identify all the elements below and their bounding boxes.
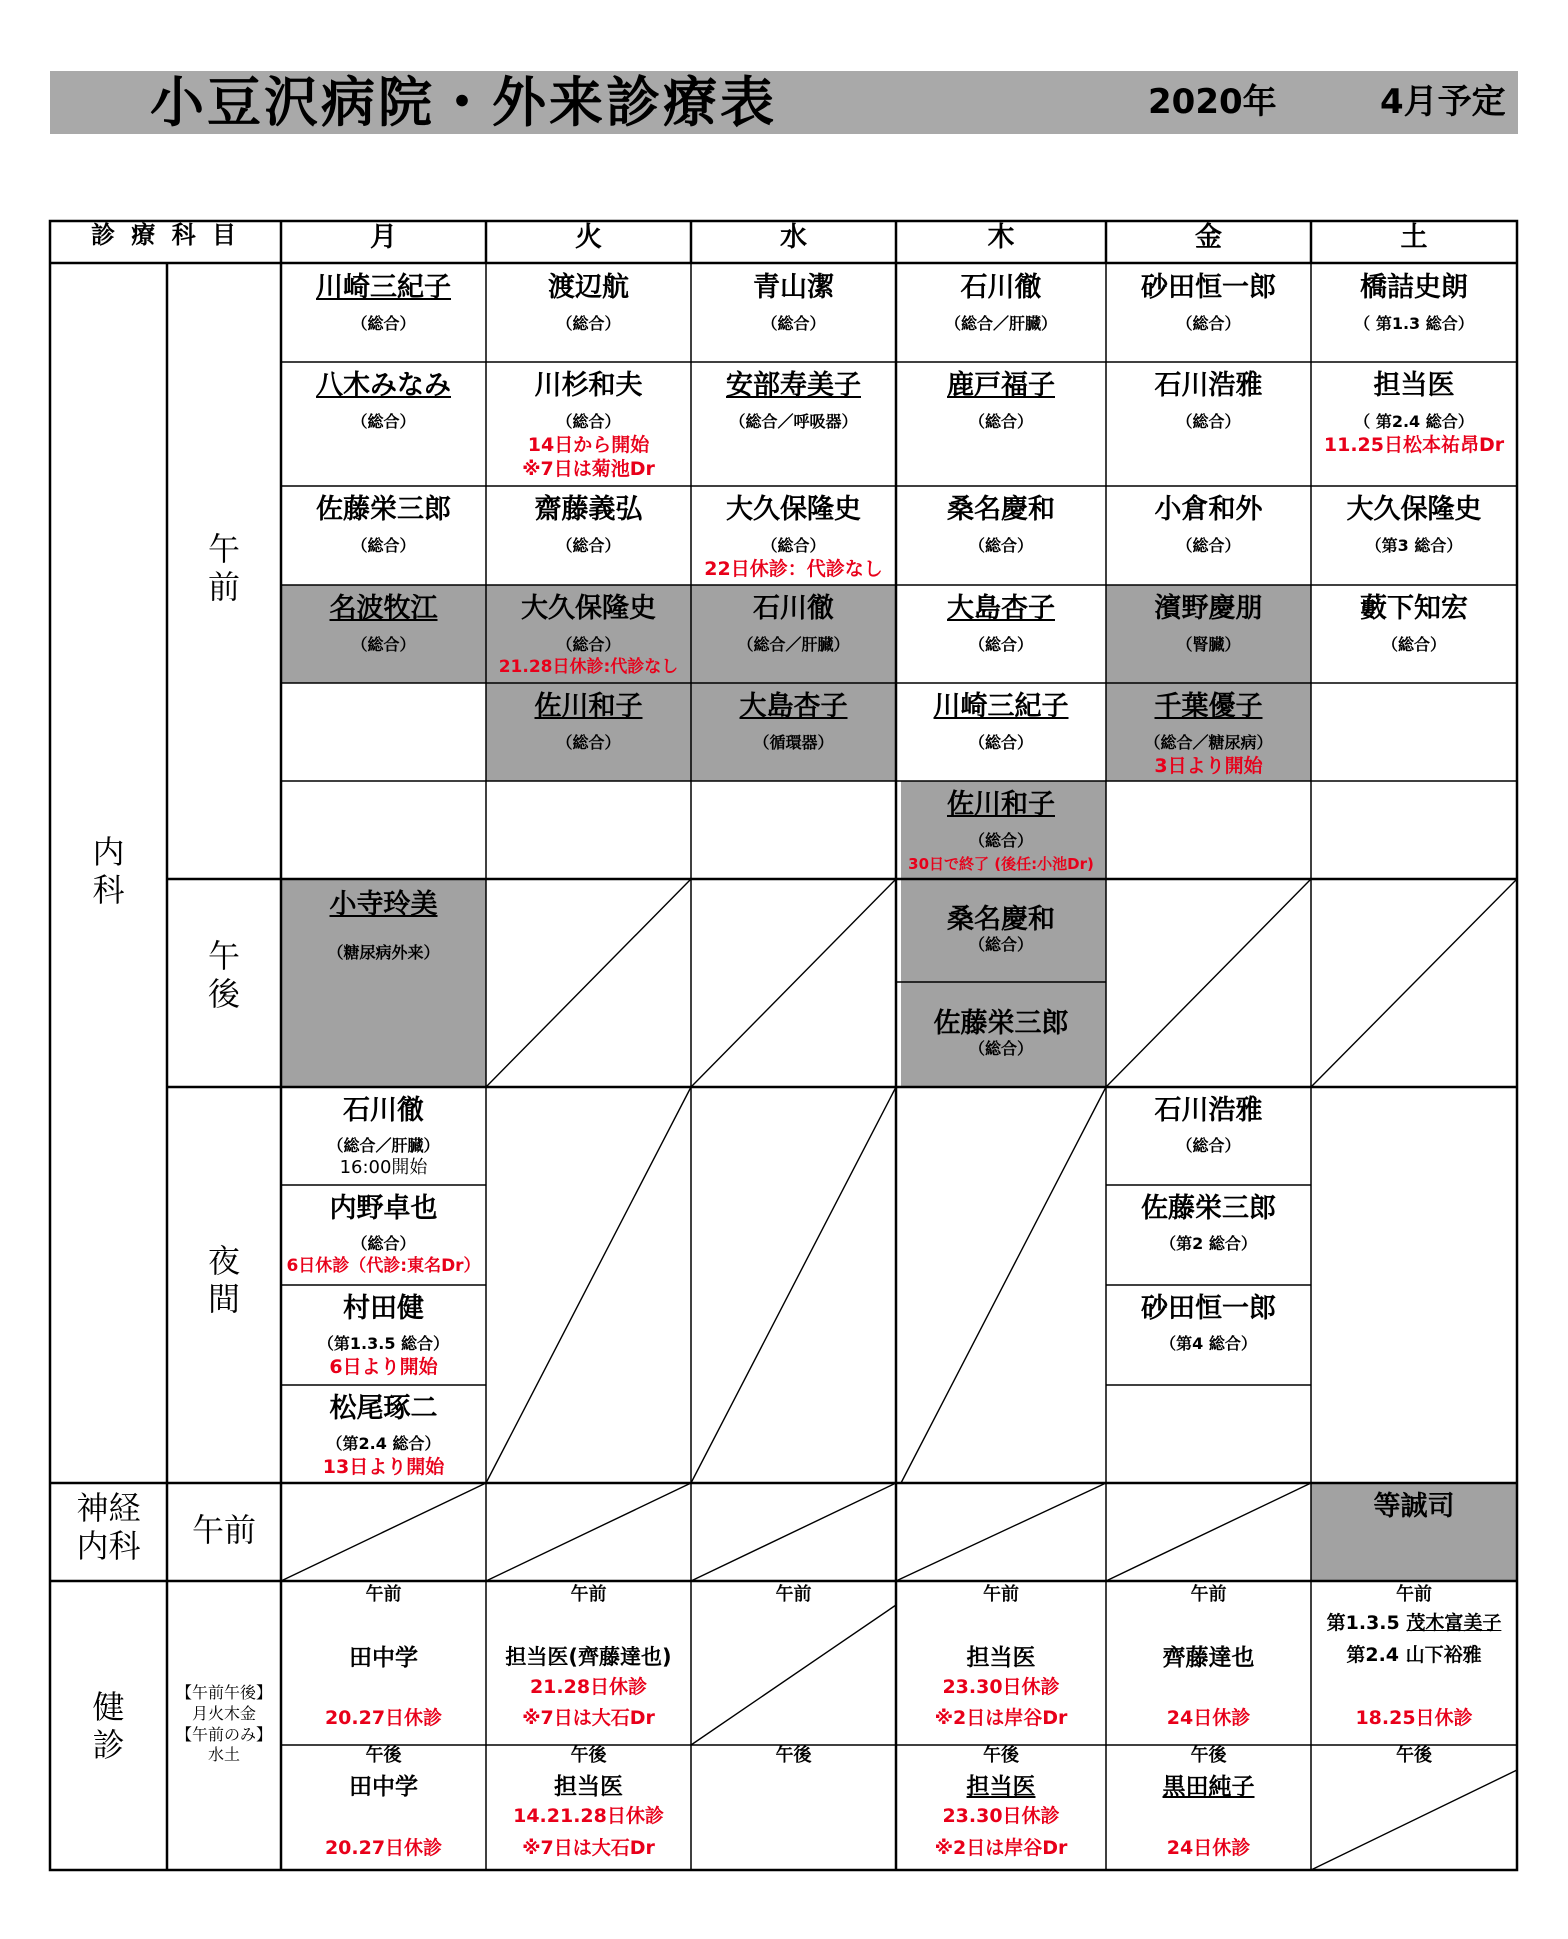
doctor-specialty: （総合） (968, 733, 1033, 752)
label-checkup: 健 診 (92, 1688, 125, 1765)
doctor-name: 佐藤栄三郎 (316, 494, 451, 525)
doctor-specialty: （総合） (556, 314, 621, 333)
doctor-name: 大久保隆史 (726, 494, 861, 525)
schedule-note: 20.27日休診 (324, 1707, 443, 1729)
doctor-name: 担当医 (966, 1645, 1036, 1671)
schedule-note: 13日より開始 (322, 1456, 445, 1478)
pm-tag: 午後 (365, 1745, 402, 1766)
header-sat: 土 (1400, 222, 1428, 253)
doctor-name: 小寺玲美 (329, 889, 438, 920)
doctor-name: 佐川和子 (947, 789, 1055, 820)
doctor-name: 佐川和子 (534, 691, 643, 722)
thick-lines (50, 221, 1517, 1870)
doctor-name: 石川徹 (343, 1095, 424, 1126)
doctor-specialty: （ 第1.3 総合） (1354, 314, 1474, 333)
doctor-name: 等誠司 (1373, 1491, 1455, 1522)
doctor-specialty: （ 第2.4 総合） (1354, 412, 1474, 431)
doctor-name: 担当医 (554, 1774, 623, 1800)
am-tag: 午前 (1190, 1584, 1227, 1605)
doctor-specialty: （総合） (556, 536, 621, 555)
doctor-name: 大島杏子 (739, 691, 848, 722)
doctor-name: 小倉和外 (1154, 494, 1263, 525)
doctor-name: 大久保隆史 (1346, 494, 1482, 525)
doctor-specialty: （総合） (351, 635, 416, 654)
doctor-specialty: （総合） (968, 935, 1033, 954)
doctor-name: 桑名慶和 (947, 494, 1055, 525)
doctor-specialty: （総合） (1176, 536, 1241, 555)
doctor-specialty: （総合） (1381, 635, 1446, 654)
am-tag: 午前 (1396, 1584, 1432, 1605)
doctor-specialty: （総合） (968, 1039, 1033, 1058)
rotation-label: 第1.3.5 (1326, 1612, 1400, 1634)
doctor-specialty: （総合） (556, 412, 621, 431)
am-tag: 午前 (775, 1584, 812, 1605)
doctor-name: 内野卓也 (329, 1193, 438, 1224)
schedule-note: 6日休診（代診:東名Dr） (286, 1256, 481, 1276)
doctor-name: 石川浩雅 (1154, 370, 1263, 401)
header-mon: 月 (370, 222, 397, 253)
schedule-note: 14.21.28日休診 (513, 1805, 664, 1827)
doctor-name: 安部寿美子 (726, 370, 861, 401)
doctor-name: 佐藤栄三郎 (1141, 1193, 1276, 1224)
schedule-note: 3日より開始 (1154, 755, 1263, 777)
doctor-specialty: （総合） (1176, 1136, 1241, 1155)
doctor-name: 青山潔 (753, 272, 834, 303)
doctor-specialty: （総合） (556, 733, 621, 752)
am-tag: 午前 (983, 1584, 1019, 1605)
doctor-specialty: （総合／糖尿病） (1144, 733, 1273, 752)
doctor-specialty: （総合） (351, 536, 416, 555)
doctor-specialty: （総合） (351, 412, 416, 431)
doctor-specialty: （糖尿病外来） (327, 943, 440, 962)
doctor-name: 藪下知宏 (1360, 593, 1468, 624)
doctor-specialty: （総合） (1176, 412, 1241, 431)
checkup-note: 【午前午後】 月火木金 【午前のみ】 水土 (175, 1683, 272, 1765)
doctor-specialty: （総合／肝臓） (737, 635, 850, 654)
schedule-note: ※7日は大石Dr (522, 1707, 655, 1729)
doctor-name: 濱野慶朋 (1154, 593, 1263, 624)
schedule-note: 21.28日休診 (529, 1676, 648, 1698)
doctor-name: 桑名慶和 (947, 904, 1055, 935)
doctor-name: 石川徹 (960, 272, 1042, 303)
doctor-specialty: （総合） (761, 536, 826, 555)
doctor-name: 八木みなみ (316, 370, 451, 401)
doctor-specialty: （第2.4 総合） (326, 1434, 441, 1453)
doctor-name: 橋詰史朗 (1360, 272, 1468, 303)
doctor-name: 田中学 (349, 1645, 418, 1671)
doctor-name: 担当医(齊藤達也) (505, 1645, 672, 1669)
schedule-note: 23.30日休診 (942, 1805, 1060, 1827)
doctor-specialty: （総合／肝臓） (944, 314, 1057, 333)
doctor-name: 鹿戸福子 (947, 370, 1055, 401)
checkup-sat-line1 (1311, 1613, 1517, 1635)
am-tag: 午前 (365, 1584, 402, 1605)
doctor-specialty: （総合） (968, 412, 1033, 431)
doctor-name: 齋藤義弘 (534, 494, 643, 525)
doctor-name: 齊藤達也 (1162, 1645, 1255, 1671)
doctor-name: 砂田恒一郎 (1141, 1293, 1276, 1324)
doctor-specialty: （総合） (968, 635, 1033, 654)
doctor-specialty: （総合） (968, 831, 1033, 850)
schedule-note: 14日から開始 (527, 434, 650, 456)
label-pm: 午 後 (207, 937, 240, 1014)
doctor-name: 村田健 (343, 1293, 424, 1324)
pm-tag: 午後 (570, 1745, 607, 1766)
pm-tag: 午後 (1396, 1745, 1432, 1766)
label-night: 夜 間 (207, 1242, 240, 1319)
header-wed: 水 (780, 222, 807, 253)
doctor-specialty: （循環器） (753, 733, 834, 752)
doctor-specialty: （第2 総合） (1160, 1234, 1257, 1253)
schedule-note: ※2日は岸谷Dr (934, 1707, 1068, 1729)
label-neurology: 神経 内科 (76, 1489, 141, 1566)
doctor-specialty: （総合） (351, 314, 416, 333)
schedule-note: 6日より開始 (329, 1356, 438, 1378)
header-fri: 金 (1195, 222, 1222, 253)
doctor-name: 黒田純子 (1162, 1774, 1255, 1800)
label-naika: 内 科 (92, 833, 125, 910)
doctor-name: 渡辺航 (548, 272, 629, 303)
doctor-name: 砂田恒一郎 (1141, 272, 1276, 303)
doctor-name: 川杉和夫 (534, 370, 643, 401)
page-title: 小豆沢病院・外来診療表 (150, 71, 777, 134)
schedule-note: 30日で終了 (後任:小池Dr) (908, 855, 1094, 873)
doctor-name: 千葉優子 (1154, 691, 1263, 722)
schedule-note: ※2日は岸谷Dr (934, 1837, 1068, 1859)
doctor-name: 大久保隆史 (521, 593, 656, 624)
doctor-name: 石川浩雅 (1154, 1095, 1263, 1126)
doctor-specialty: （第1.3.5 総合） (317, 1334, 450, 1353)
schedule-note: ※7日は大石Dr (522, 1837, 655, 1859)
doctor-name: 大島杏子 (947, 593, 1055, 624)
schedule-note: 20.27日休診 (324, 1837, 443, 1859)
doctor-name: 松尾琢二 (329, 1393, 438, 1424)
doctor-specialty: （総合） (556, 635, 621, 654)
doctor-name: 担当医 (966, 1774, 1036, 1800)
label-am: 午 前 (207, 530, 240, 607)
schedule-note: 22日休診：代診なし (704, 558, 883, 580)
schedule-note: 11.25日松本祐昂Dr (1323, 434, 1505, 456)
doctor-name: 名波牧江 (329, 593, 438, 624)
doctor-name: 石川徹 (753, 593, 834, 624)
doctor-name: 茂木富美子 (1406, 1612, 1502, 1634)
month-label: 4月予定 (1380, 82, 1506, 122)
pm-tag: 午後 (775, 1745, 812, 1766)
year-label: 2020年 (1148, 82, 1277, 122)
doctor-name: 田中学 (349, 1774, 418, 1800)
doctor-specialty: （総合／肝臓） (327, 1136, 440, 1155)
doctor-specialty: （総合） (351, 1234, 416, 1253)
doctor-specialty: （腎臓） (1176, 635, 1241, 654)
pm-tag: 午後 (1190, 1745, 1227, 1766)
header-thu: 木 (987, 222, 1015, 253)
schedule-note: 24日休診 (1166, 1707, 1251, 1729)
doctor-specialty: （第4 総合） (1160, 1334, 1257, 1353)
header-dept: 診 療 科 目 (90, 221, 241, 249)
doctor-specialty: （総合） (1176, 314, 1241, 333)
pm-tag: 午後 (983, 1745, 1019, 1766)
header-tue: 火 (575, 222, 602, 253)
doctor-specialty: （総合） (761, 314, 826, 333)
label-neuro-am: 午前 (191, 1511, 256, 1549)
schedule-note: ※7日は菊池Dr (522, 458, 655, 480)
doctor-specialty: （総合） (968, 536, 1033, 555)
checkup-sat-line2: 第2.4 山下裕雅 (1346, 1644, 1482, 1666)
am-tag: 午前 (570, 1584, 607, 1605)
schedule-note: 18.25日休診 (1355, 1707, 1473, 1729)
doctor-name: 川崎三紀子 (316, 272, 451, 303)
schedule-note: 21.28日休診:代診なし (498, 657, 679, 677)
doctor-name: 担当医 (1373, 370, 1455, 401)
start-time: 16:00開始 (339, 1157, 428, 1178)
schedule-note: 24日休診 (1166, 1837, 1251, 1859)
doctor-name: 佐藤栄三郎 (933, 1008, 1069, 1039)
doctor-specialty: （総合／呼吸器） (729, 412, 858, 431)
doctor-specialty: （第3 総合） (1365, 536, 1463, 555)
doctor-name: 川崎三紀子 (933, 691, 1069, 722)
schedule-note: 23.30日休診 (942, 1676, 1060, 1698)
